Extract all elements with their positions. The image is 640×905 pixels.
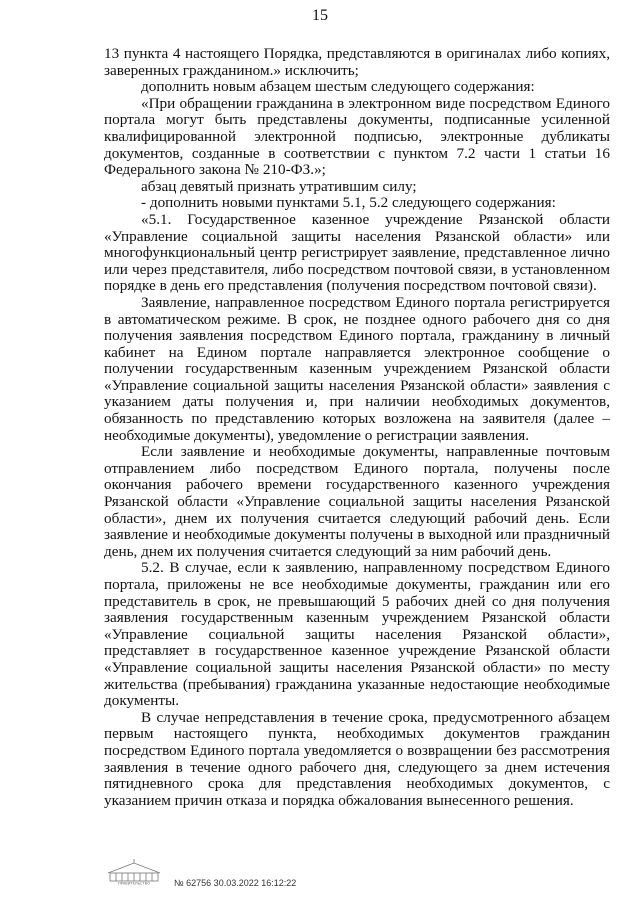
paragraph-4: абзац девятый признать утратившим силу; (141, 177, 417, 195)
paragraph-3: «При обращении гражданина в электронном виде посредством Единого портала могут быть представлены документы, подписанные усиленной квалифицированной электронной подписью, электронные дубликаты документов, созданные в соответствии с пунктом 7.2 части 1 статьи 16 Федерального закона № 210-ФЗ.»; (104, 94, 610, 179)
stamp-caption: ПРАВИТЕЛЬСТВО (117, 881, 151, 885)
paragraph-10: В случае непредставления в течение срока, предусмотренного абзацем первым настоящего пункта, необходимых документов гражданин посредством Единого портала уведомляется о возвращении без рассмотрения заявления в течение одного рабочего дня, следующего за днем истечения пятидневного срока для представления необходимых документов, с указанием причин отказа и порядка обжалования вынесенного решения. (104, 708, 610, 809)
paragraph-9: 5.2. В случае, если к заявлению, направленному посредством Единого портала, приложены не все необходимые документы, гражданин или его представитель в срок, не превышающий 5 рабочих дней со дня получения заявления государственным казенным учреждением Рязанской области «Управление социальной защиты населения Рязанской области», представляет в государственное казенное учреждение Рязанской области «Управление социальной защиты населения Рязанской области» по месту жительства (пребывания) гражданина указанные недостающие необходимые документы. (104, 559, 610, 710)
document-body (104, 46, 610, 809)
building-stamp-icon (104, 857, 164, 885)
document-reference: № 62756 30.03.2022 16:12:22 (174, 878, 297, 888)
page-number: 15 (312, 7, 328, 24)
paragraph-6: «5.1. Государственное казенное учреждение Рязанской области «Управление социальной защиты населения Рязанской области» или многофункциональный центр регистрирует заявление, представленное лично или через представителя, либо посредством почтовой связи, в установленном порядке в день его представления (получения посредством почтовой связи). (104, 210, 610, 295)
paragraph-2: дополнить новым абзацем шестым следующего содержания: (141, 78, 535, 96)
paragraph-7: Заявление, направленное посредством Единого портала регистрируется в автоматическом режиме. В срок, не позднее одного рабочего дня со дня получения заявления посредством Единого портала, гражданину в личный кабинет на Едином портале направляется электронное сообщение о получении государственным казенным учреждением Рязанской области «Управление социальной защиты населения Рязанской области» заявления с указанием даты получения и, при наличии необходимых документов, обязанность по представлению которых возложена на заявителя (далее – необходимые документы), уведомление о регистрации заявления. (104, 293, 610, 444)
document-footer (104, 853, 404, 893)
paragraph-8: Если заявление и необходимые документы, направленные почтовым отправлением либо посредством Единого портала, получены после окончания рабочего времени государственного казенного учреждения Рязанской области «Управление социальной защиты населения Рязанской области», днем их получения считается следующий рабочий день. Если заявление и необходимые документы получены в выходной или праздничный день, днем их получения считается следующий за ним рабочий день. (104, 443, 610, 560)
paragraph-1: 13 пункта 4 настоящего Порядка, представляются в оригиналах либо копиях, заверенных гражданином.» исключить; (104, 45, 610, 79)
paragraph-5: - дополнить новыми пунктами 5.1, 5.2 следующего содержания: (141, 194, 556, 212)
